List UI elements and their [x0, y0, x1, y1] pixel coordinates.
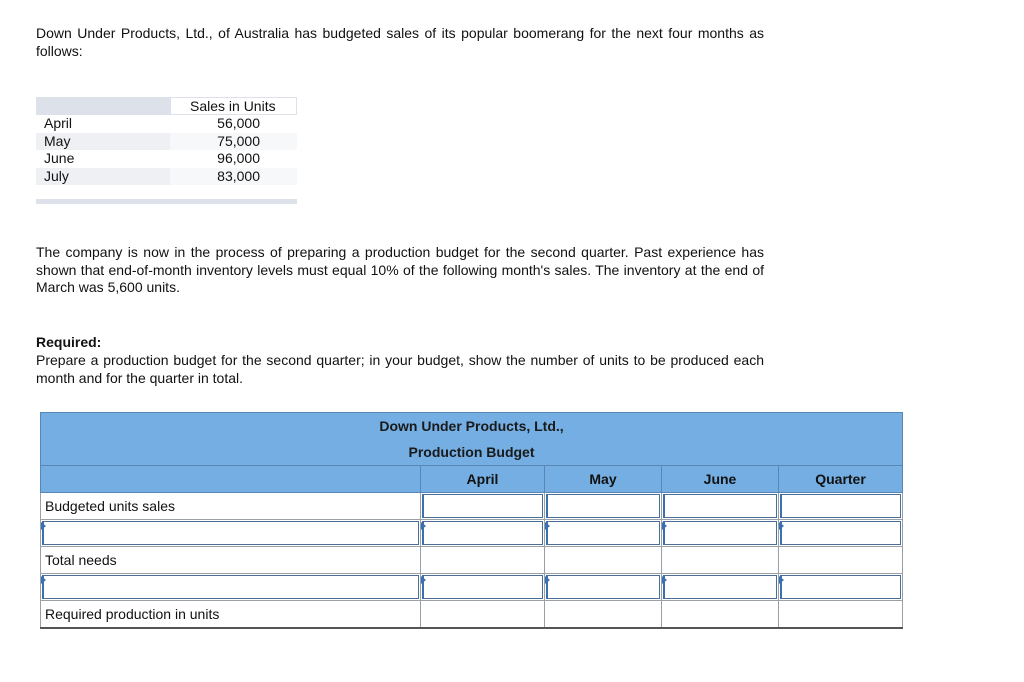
- input-may[interactable]: [545, 493, 662, 520]
- sales-month: April: [44, 115, 73, 131]
- production-budget-table: [40, 412, 903, 629]
- sales-table-header: [36, 97, 297, 115]
- budget-title: Production Budget: [41, 439, 903, 466]
- dropdown-arrow-icon: [41, 522, 46, 530]
- input-quarter[interactable]: [779, 493, 903, 520]
- sales-table: [36, 97, 297, 204]
- column-header-april: April: [421, 466, 545, 493]
- value-may: [545, 601, 662, 629]
- input-april[interactable]: [421, 574, 545, 601]
- dropdown-arrow-icon: [545, 576, 550, 584]
- value-april: [421, 601, 545, 629]
- sales-month: May: [44, 132, 71, 149]
- sales-units: 75,000: [217, 132, 260, 149]
- dropdown-arrow-icon: [41, 576, 46, 584]
- sales-month: June: [44, 150, 75, 166]
- input-may[interactable]: [545, 574, 662, 601]
- input-june[interactable]: [662, 574, 779, 601]
- dropdown-arrow-icon: [421, 576, 426, 584]
- dropdown-arrow-icon: [662, 522, 667, 530]
- dropdown-arrow-icon: [421, 522, 426, 530]
- budget-row-select: [41, 520, 903, 547]
- input-june[interactable]: [662, 493, 779, 520]
- budget-row-budgeted-sales: [41, 493, 903, 520]
- sales-header-label: Sales in Units: [190, 98, 276, 114]
- sales-units: 56,000: [217, 115, 260, 131]
- budget-row-required-production: [41, 601, 903, 629]
- dropdown-arrow-icon: [779, 522, 784, 530]
- row-label: Required production in units: [41, 601, 421, 629]
- input-april[interactable]: [421, 493, 545, 520]
- budget-row-total-needs: [41, 547, 903, 574]
- sales-row: [36, 168, 297, 186]
- value-april: [421, 547, 545, 574]
- budget-row-select: [41, 574, 903, 601]
- budget-header-blank: [41, 466, 421, 493]
- value-june: [662, 601, 779, 629]
- required-text: Prepare a production budget for the second quarter; in your budget, show the number of units to be produced each month and for the quarter in total.: [36, 352, 764, 386]
- dropdown-arrow-icon: [545, 522, 550, 530]
- column-header-may: May: [545, 466, 662, 493]
- input-june[interactable]: [662, 520, 779, 547]
- row-label: Budgeted units sales: [41, 493, 421, 520]
- value-june: [662, 547, 779, 574]
- budget-company-name: Down Under Products, Ltd.,: [41, 413, 903, 440]
- sales-units: 96,000: [217, 150, 260, 166]
- input-quarter[interactable]: [779, 574, 903, 601]
- row-label-select[interactable]: [41, 520, 421, 547]
- sales-units: 83,000: [217, 167, 260, 184]
- sales-month: July: [44, 167, 69, 184]
- sales-row: [36, 115, 297, 133]
- value-quarter: [779, 601, 903, 629]
- intro-paragraph: Down Under Products, Ltd., of Australia has budgeted sales of its popular boomerang for the next four months as follows:: [36, 25, 764, 59]
- dropdown-arrow-icon: [779, 576, 784, 584]
- input-quarter[interactable]: [779, 520, 903, 547]
- value-may: [545, 547, 662, 574]
- row-label: Total needs: [41, 547, 421, 574]
- required-heading: Required:: [36, 334, 102, 350]
- value-quarter: [779, 547, 903, 574]
- input-may[interactable]: [545, 520, 662, 547]
- context-paragraph: The company is now in the process of preparing a production budget for the second quarter. Past experience has shown that end-of-month inventory levels must equal 10% of the following month's sales. The inventory at the end of March was 5,600 units.: [36, 244, 764, 295]
- column-header-quarter: Quarter: [779, 466, 903, 493]
- input-april[interactable]: [421, 520, 545, 547]
- sales-table-footer: [36, 199, 297, 204]
- sales-row: [36, 133, 297, 151]
- dropdown-arrow-icon: [662, 576, 667, 584]
- row-label-select[interactable]: [41, 574, 421, 601]
- column-header-june: June: [662, 466, 779, 493]
- sales-row: [36, 150, 297, 168]
